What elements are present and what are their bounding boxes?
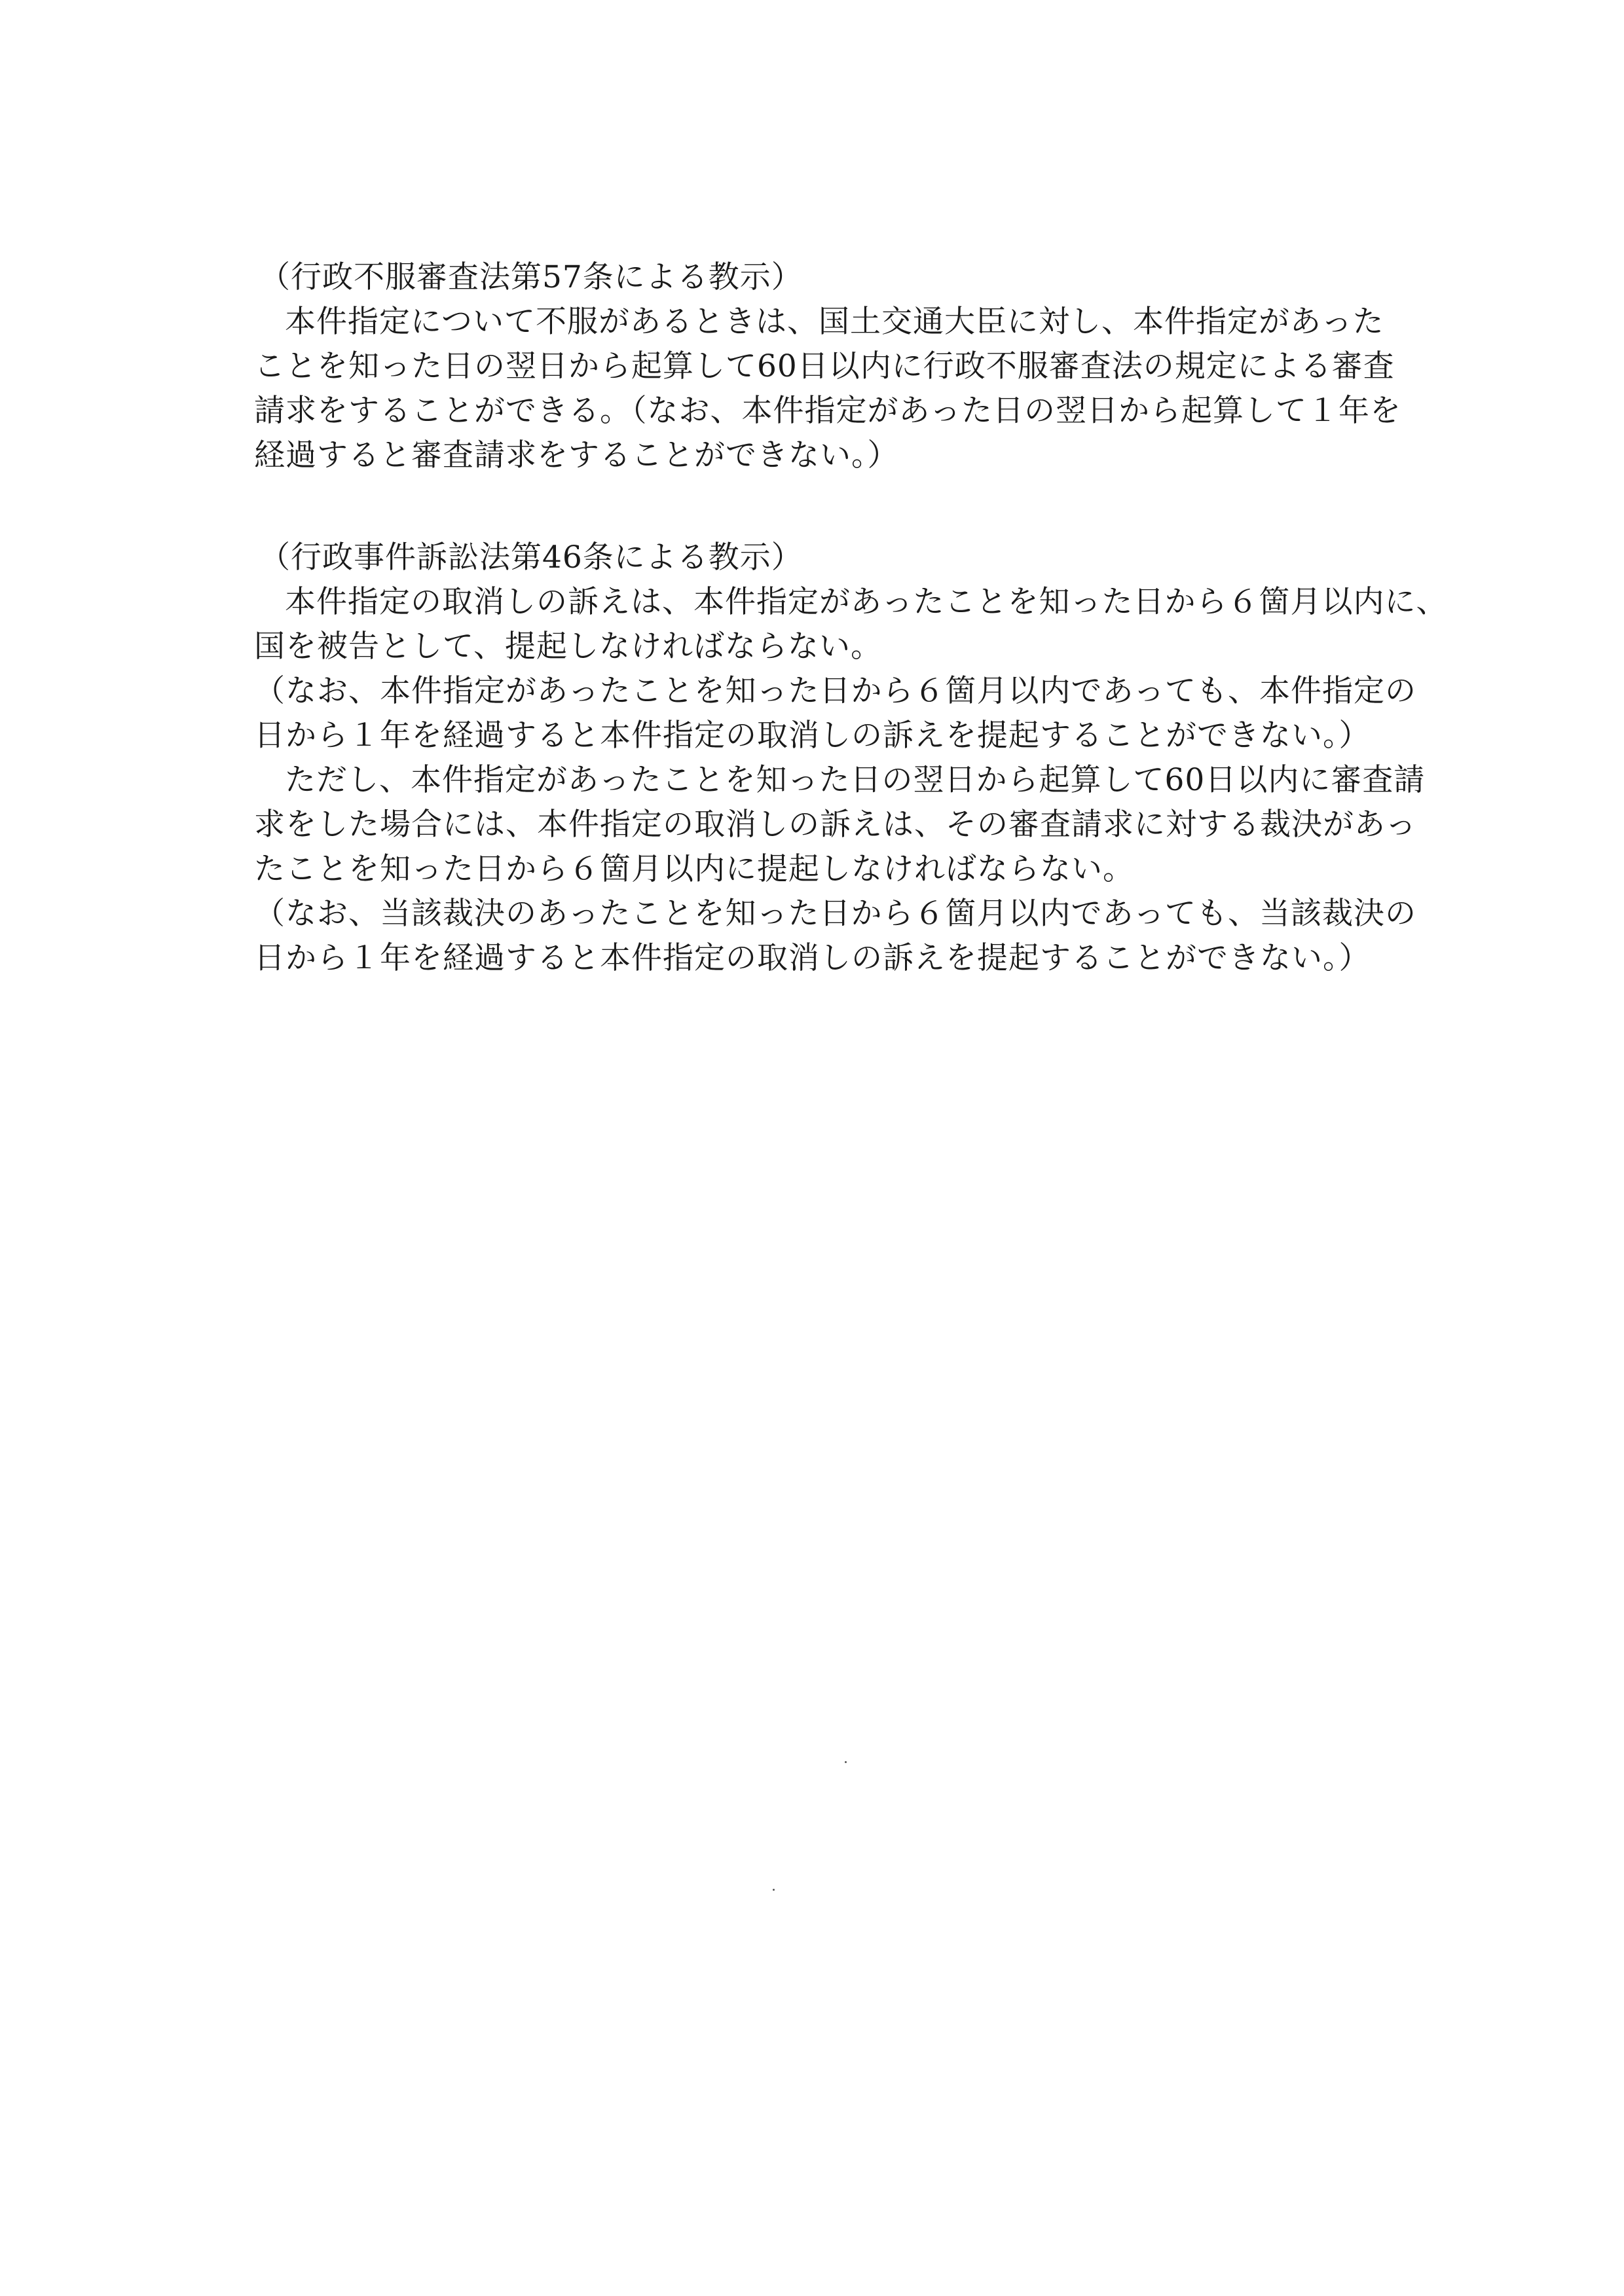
paragraph-line: 本件指定について不服があるときは、国土交通大臣に対し、本件指定があった [285, 304, 1384, 340]
section-heading: （行政事件訴訟法第46条による教示） [259, 539, 803, 575]
paragraph-line: 経過すると審査請求をすることができない。） [254, 437, 899, 473]
paragraph-line: （なお、当該裁決のあったことを知った日から６箇月以内であっても、当該裁決の [254, 896, 1417, 932]
section-heading: （行政不服審査法第57条による教示） [259, 259, 803, 295]
paragraph-line: （なお、本件指定があったことを知った日から６箇月以内であっても、本件指定の [254, 673, 1417, 709]
scan-speck [845, 1761, 847, 1763]
paragraph-line: 本件指定の取消しの訴えは、本件指定があったことを知った日から６箇月以内に、 [285, 584, 1448, 620]
paragraph-line: ことを知った日の翌日から起算して60日以内に行政不服審査法の規定による審査 [254, 348, 1395, 384]
appeal-notice-section [254, 255, 1420, 478]
paragraph-line: ただし、本件指定があったことを知った日の翌日から起算して60日以内に審査請 [285, 762, 1426, 798]
paragraph-line: たことを知った日から６箇月以内に提起しなければならない。 [254, 851, 1134, 887]
scan-speck [773, 1889, 775, 1891]
paragraph-line: 求をした場合には、本件指定の取消しの訴えは、その審査請求に対する裁決があっ [254, 807, 1417, 843]
paragraph-line: 国を被告として、提起しなければならない。 [254, 629, 883, 665]
lawsuit-notice-section [254, 536, 1448, 981]
paragraph-line: 請求をすることができる。（なお、本件指定があった日の翌日から起算して１年を [254, 393, 1402, 429]
paragraph-line: 日から１年を経過すると本件指定の取消しの訴えを提起することができない。） [254, 940, 1371, 976]
paragraph-line: 日から１年を経過すると本件指定の取消しの訴えを提起することができない。） [254, 718, 1371, 754]
